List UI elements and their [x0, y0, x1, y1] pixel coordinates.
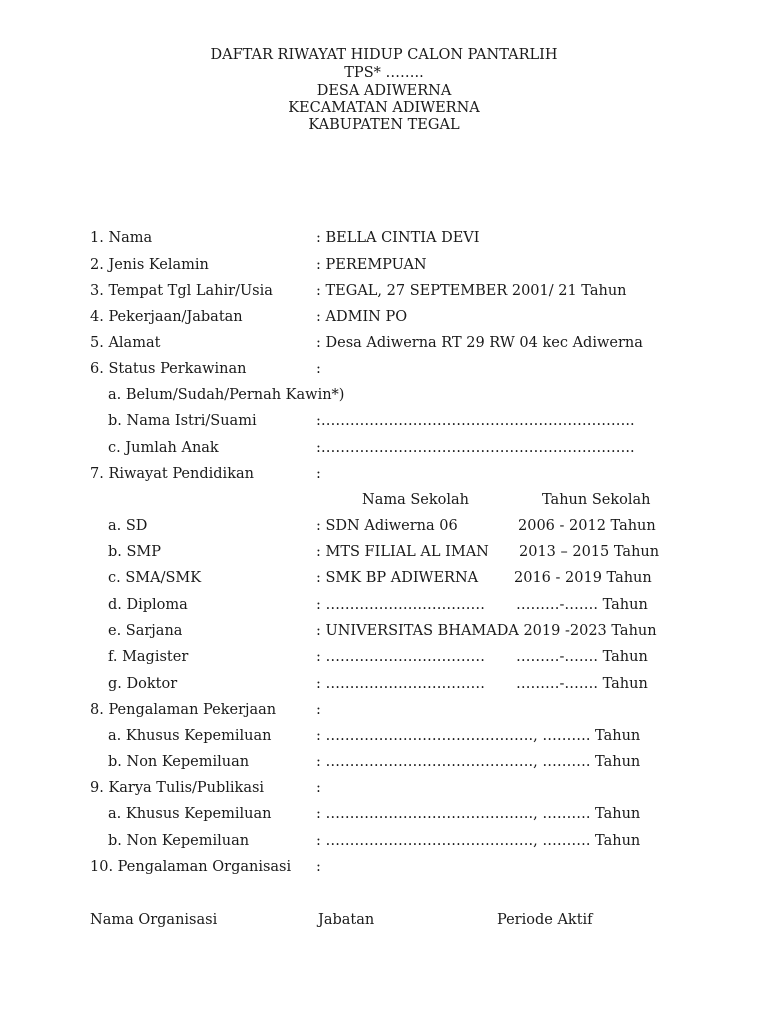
- edu-smp-year: 2013 – 2015 Tahun: [519, 544, 660, 560]
- edu-sma-label: c. SMA/SMK: [108, 570, 202, 586]
- edu-magister-school: : ……………………………: [316, 649, 485, 665]
- pengalaman-non-label: b. Non Kepemiluan: [108, 754, 250, 770]
- karya-non-value: : ……………………………………., ………. Tahun: [316, 833, 641, 849]
- jenis-kelamin-label: 2. Jenis Kelamin: [90, 257, 209, 273]
- edu-doktor-label: g. Doktor: [108, 676, 178, 692]
- col-periode-aktif: Periode Aktif: [497, 912, 593, 928]
- status-colon: :: [316, 361, 321, 377]
- organisasi-colon: :: [316, 859, 321, 875]
- karya-non-label: b. Non Kepemiluan: [108, 833, 250, 849]
- anak-value: :………………………………………………………..: [316, 440, 635, 456]
- pengalaman-non-value: : ……………………………………., ………. Tahun: [316, 754, 641, 770]
- karya-colon: :: [316, 780, 321, 796]
- edu-sd-label: a. SD: [108, 518, 148, 534]
- pendidikan-label: 7. Riwayat Pendidikan: [90, 466, 254, 482]
- ttl-label: 3. Tempat Tgl Lahir/Usia: [90, 283, 273, 299]
- edu-diploma-label: d. Diploma: [108, 597, 188, 613]
- col-tahun-sekolah: Tahun Sekolah: [542, 492, 651, 508]
- edu-diploma-school: : ……………………………: [316, 597, 485, 613]
- edu-sd-year: 2006 - 2012 Tahun: [518, 518, 656, 534]
- pengalaman-khusus-value: : ……………………………………., ………. Tahun: [316, 728, 641, 744]
- edu-doktor-school: : ……………………………: [316, 676, 485, 692]
- edu-smp-school: : MTS FILIAL AL IMAN: [316, 544, 489, 560]
- anak-label: c. Jumlah Anak: [108, 440, 219, 456]
- col-nama-sekolah: Nama Sekolah: [362, 492, 469, 508]
- status-label: 6. Status Perkawinan: [90, 361, 247, 377]
- desa-line: DESA ADIWERNA: [316, 83, 452, 99]
- pekerjaan-value: : ADMIN PO: [316, 309, 408, 325]
- edu-diploma-year: ………-……. Tahun: [516, 597, 648, 613]
- edu-magister-year: ………-……. Tahun: [516, 649, 648, 665]
- istri-label: b. Nama Istri/Suami: [108, 413, 257, 429]
- pengalaman-colon: :: [316, 702, 321, 718]
- pengalaman-khusus-label: a. Khusus Kepemiluan: [108, 728, 272, 744]
- edu-doktor-year: ………-……. Tahun: [516, 676, 648, 692]
- tps-line: TPS* ……..: [344, 65, 424, 81]
- edu-sarjana-label: e. Sarjana: [108, 623, 183, 639]
- karya-khusus-value: : ……………………………………., ………. Tahun: [316, 806, 641, 822]
- pengalaman-label: 8. Pengalaman Pekerjaan: [90, 702, 277, 718]
- edu-sd-school: : SDN Adiwerna 06: [316, 518, 458, 534]
- nama-value: : BELLA CINTIA DEVI: [316, 230, 480, 246]
- edu-sma-year: 2016 - 2019 Tahun: [514, 570, 652, 586]
- istri-value: :………………………………………………………..: [316, 413, 635, 429]
- col-nama-organisasi: Nama Organisasi: [90, 912, 218, 928]
- edu-sarjana-school: : UNIVERSITAS BHAMADA 2019 -2023 Tahun: [316, 623, 657, 639]
- pendidikan-colon: :: [316, 466, 321, 482]
- karya-khusus-label: a. Khusus Kepemiluan: [108, 806, 272, 822]
- organisasi-label: 10. Pengalaman Organisasi: [90, 859, 292, 875]
- kawin-label: a. Belum/Sudah/Pernah Kawin*): [108, 387, 345, 403]
- kabupaten-line: KABUPATEN TEGAL: [308, 117, 460, 133]
- alamat-value: : Desa Adiwerna RT 29 RW 04 kec Adiwerna: [316, 335, 643, 351]
- edu-smp-label: b. SMP: [108, 544, 162, 560]
- alamat-label: 5. Alamat: [90, 335, 161, 351]
- jenis-kelamin-value: : PEREMPUAN: [316, 257, 427, 273]
- edu-sma-school: : SMK BP ADIWERNA: [316, 570, 479, 586]
- nama-label: 1. Nama: [90, 230, 153, 246]
- ttl-value: : TEGAL, 27 SEPTEMBER 2001/ 21 Tahun: [316, 283, 627, 299]
- col-jabatan: Jabatan: [318, 912, 375, 928]
- pekerjaan-label: 4. Pekerjaan/Jabatan: [90, 309, 243, 325]
- karya-label: 9. Karya Tulis/Publikasi: [90, 780, 265, 796]
- form-title: DAFTAR RIWAYAT HIDUP CALON PANTARLIH: [210, 47, 558, 63]
- kecamatan-line: KECAMATAN ADIWERNA: [288, 100, 480, 116]
- edu-magister-label: f. Magister: [108, 649, 189, 665]
